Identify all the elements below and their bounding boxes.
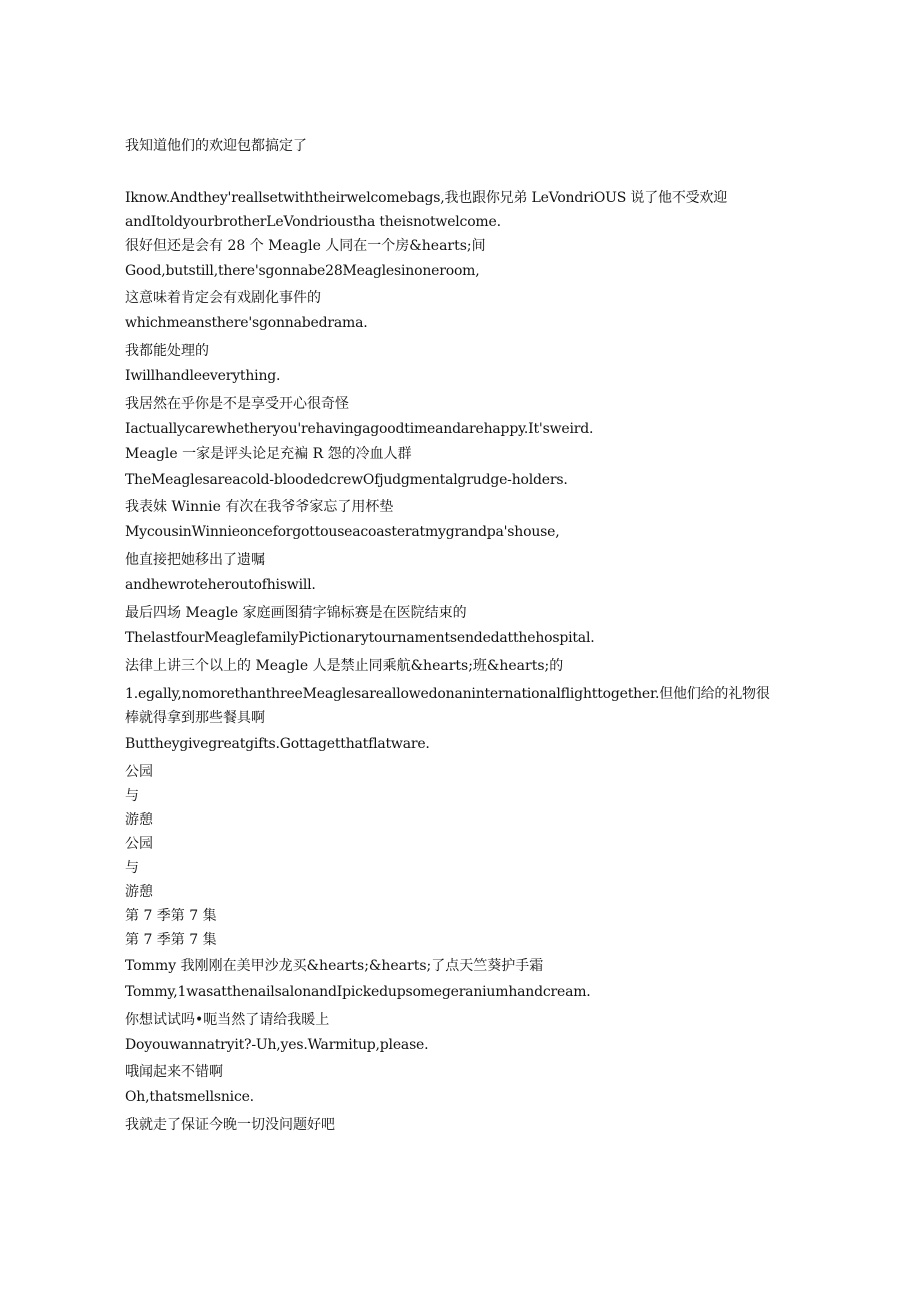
text-line: Iknow.Andthey'reallsetwiththeirwelcomebags,我也跟你兄弟 LeVondriOUS 说了他不受欢迎 (125, 190, 728, 206)
text-line: 我知道他们的欢迎包都搞定了 (125, 138, 307, 154)
text-line: 你想试试吗•呃当然了请给我暖上 (125, 1012, 330, 1028)
text-line: 很好但还是会有 28 个 Meagle 人同在一个房&hearts;间 (125, 238, 486, 254)
text-line: 公园 (125, 764, 153, 780)
text-line: 棒就得拿到那些餐具啊 (125, 710, 265, 726)
text-line: Iwillhandleeverything. (125, 368, 281, 384)
text-line: 这意味着肯定会有戏剧化事件的 (125, 290, 321, 306)
text-line: Good,butstill,there'sgonnabe28Meaglesinoneroom, (125, 263, 480, 279)
text-line: Meagle 一家是评头论足充褊 R 怨的冷血人群 (125, 446, 412, 462)
text-line: 1.egally,nomorethanthreeMeaglesareallowedonaninternationalflighttogether.但他们给的礼物很 (125, 686, 770, 702)
text-line: 公园 (125, 836, 153, 852)
text-line: 与 (125, 860, 139, 876)
text-line: 法律上讲三个以上的 Meagle 人是禁止同乘航&hearts;班&hearts;的 (125, 658, 564, 674)
text-line: 我表妹 Winnie 有次在我爷爷家忘了用杯垫 (125, 499, 394, 515)
text-line: Doyouwannatryit?-Uh,yes.Warmitup,please. (125, 1037, 429, 1053)
text-line: Iactuallycarewhetheryou'rehavingagoodtimeandarehappy.It'sweird. (125, 421, 594, 437)
text-line: 与 (125, 788, 139, 804)
text-line: TheMeaglesareacold-bloodedcrewOfjudgmentalgrudge-holders. (125, 472, 568, 488)
text-line: Oh,thatsmellsnice. (125, 1089, 254, 1105)
text-line: andhewroteheroutofhiswill. (125, 577, 316, 593)
text-line: 第 7 季第 7 集 (125, 908, 217, 924)
text-line: 我居然在乎你是不是享受开心很奇怪 (125, 396, 349, 412)
text-line: 游憩 (125, 884, 153, 900)
text-line: ThelastfourMeaglefamilyPictionarytournamentsendedatthehospital. (125, 630, 595, 646)
text-line: MycousinWinnieonceforgottouseacoasteratmygrandpa'shouse, (125, 524, 560, 540)
text-line: 第 7 季第 7 集 (125, 932, 217, 948)
text-line: andItoldyourbrotherLeVondrioustha theisnotwelcome. (125, 214, 501, 230)
text-line: 我就走了保证今晚一切没问题好吧 (125, 1117, 335, 1133)
text-line: 我都能处理的 (125, 343, 209, 359)
text-line: 他直接把她移出了遗嘱 (125, 552, 265, 568)
text-line: whichmeansthere'sgonnabedrama. (125, 315, 368, 331)
text-line: Buttheygivegreatgifts.Gottagetthatflatware. (125, 736, 430, 752)
text-line: Tommy 我刚刚在美甲沙龙买&hearts;&hearts;了点天竺葵护手霜 (125, 958, 544, 974)
text-line: 最后四场 Meagle 家庭画图猜字锦标赛是在医院结束的 (125, 605, 467, 621)
text-line: 哦闻起来不错啊 (125, 1064, 223, 1080)
text-line: Tommy,1wasatthenailsalonandIpickedupsomegeraniumhandcream. (125, 984, 591, 1000)
text-line: 游憩 (125, 812, 153, 828)
